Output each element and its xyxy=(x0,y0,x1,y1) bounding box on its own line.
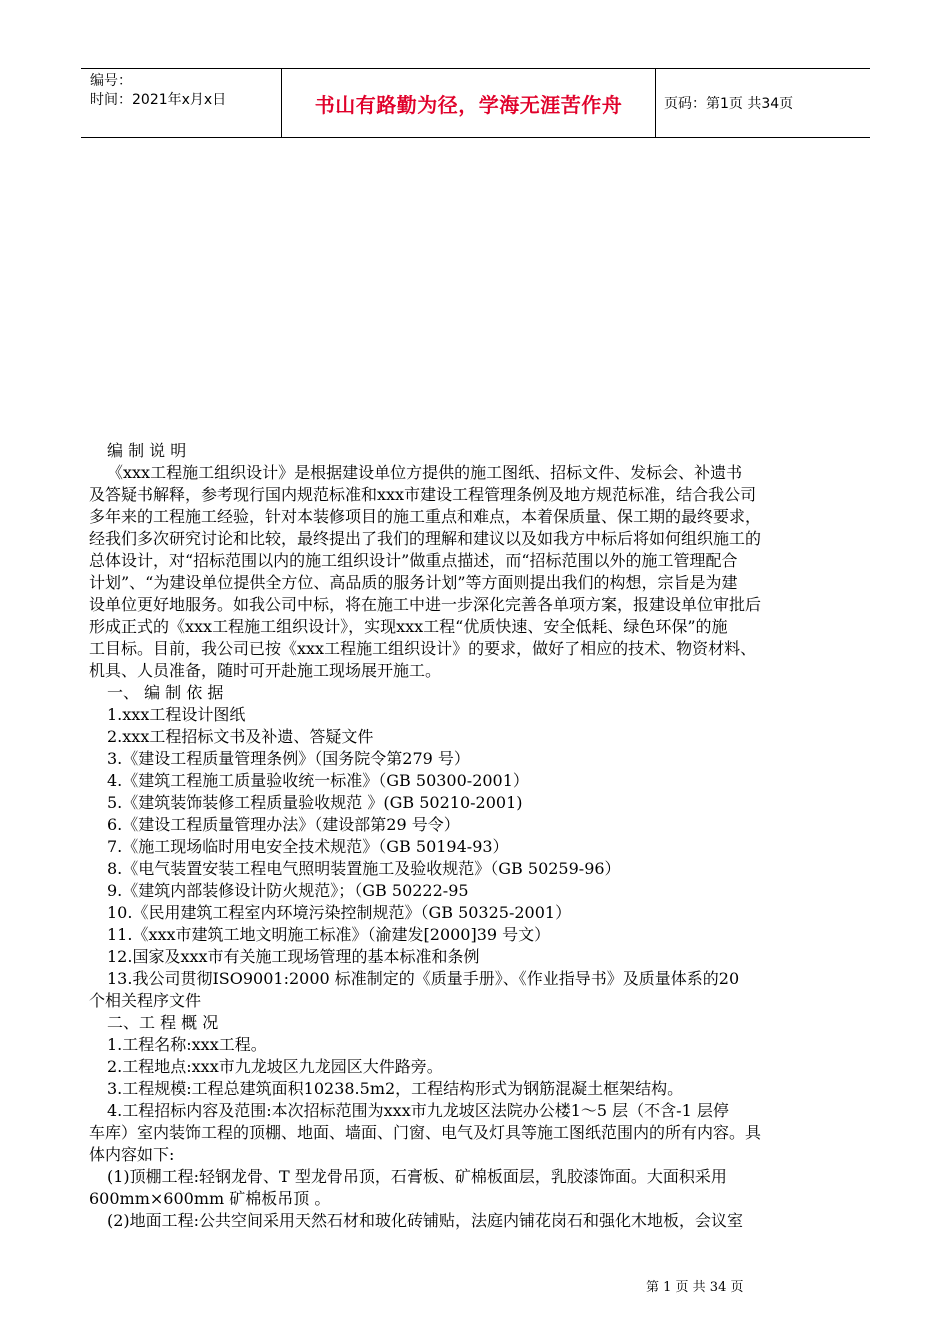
paragraph-line: 总体设计，对“招标范围以内的施工组织设计”做重点描述，而“招标范围以外的施工管理配合 xyxy=(89,551,738,570)
list-item: 8.《电气装置安装工程电气照明装置施工及验收规范》（GB 50259-96） xyxy=(107,859,621,878)
list-item: 11.《xxx市建筑工地文明施工标准》（渝建发[2000]39 号文） xyxy=(107,925,551,944)
paragraph-line: 车库）室内装饰工程的顶棚、地面、墙面、门窗、电气及灯具等施工图纸范围内的所有内容。具 xyxy=(89,1123,762,1142)
paragraph-line: 经我们多次研究讨论和比较，最终提出了我们的理解和建议以及如我方中标后将如何组织施工的 xyxy=(89,529,762,548)
paragraph-line: 设单位更好地服务。如我公司中标，将在施工中进一步深化完善各单项方案，报建设单位审批后 xyxy=(89,595,762,614)
list-item: 3.工程规模:工程总建筑面积10238.5m2，工程结构形式为钢筋混凝土框架结构。 xyxy=(107,1079,684,1098)
header-motto: 书山有路勤为径，学海无涯苦作舟 xyxy=(282,69,656,137)
paragraph-line: 及答疑书解释，参考现行国内规范标准和xxx市建设工程管理条例及地方规范标准，结合我公司 xyxy=(89,485,757,504)
list-item: (2)地面工程:公共空间采用天然石材和玻化砖铺贴，法庭内铺花岗石和强化木地板，会议室 xyxy=(107,1211,744,1230)
paragraph-line: 《xxx工程施工组织设计》是根据建设单位方提供的施工图纸、招标文件、发标会、补遗书 xyxy=(107,463,743,482)
list-item: 2.xxx工程招标文书及补遗、答疑文件 xyxy=(107,727,374,746)
paragraph-line: 计划”、“为建设单位提供全方位、高品质的服务计划”等方面则提出我们的构想，宗旨是为建 xyxy=(89,573,738,592)
list-item: 5.《建筑装饰装修工程质量验收规范 》(GB 50210-2001) xyxy=(107,793,523,812)
paragraph-line: 600mm×600mm 矿棉板吊顶 。 xyxy=(89,1189,331,1208)
list-item: (1)顶棚工程:轻钢龙骨、T 型龙骨吊顶，石膏板、矿棉板面层，乳胶漆饰面。大面积采用 xyxy=(107,1167,727,1186)
list-item: 13.我公司贯彻ISO9001:2000 标准制定的《质量手册》、《作业指导书》及质量体系的20 xyxy=(107,969,740,988)
header-page-info: 页码：第1页 共34页 xyxy=(664,96,794,112)
paragraph-line: 机具、人员准备，随时可开赴施工现场展开施工。 xyxy=(89,661,442,680)
list-item: 3.《建设工程质量管理条例》（国务院令第279 号） xyxy=(107,749,470,768)
list-item: 7.《施工现场临时用电安全技术规范》（GB 50194-93） xyxy=(107,837,509,856)
list-item: 6.《建设工程质量管理办法》（建设部第29 号令） xyxy=(107,815,460,834)
list-item: 10.《民用建筑工程室内环境污染控制规范》（GB 50325-2001） xyxy=(107,903,572,922)
paragraph-line: 体内容如下: xyxy=(89,1145,175,1164)
section-heading: 一、 编 制 依 据 xyxy=(107,683,224,702)
section-title-preface: 编 制 说 明 xyxy=(107,441,187,460)
list-item: 1.xxx工程设计图纸 xyxy=(107,705,246,724)
list-item: 9.《建筑内部装修设计防火规范》；（GB 50222-95 xyxy=(107,881,469,900)
page-footer: 第 1 页 共 34 页 xyxy=(646,1280,744,1295)
paragraph-line: 多年来的工程施工经验，针对本装修项目的施工重点和难点，本着保质量、保工期的最终要求， xyxy=(89,507,762,526)
list-item: 2.工程地点:xxx市九龙坡区九龙园区大件路旁。 xyxy=(107,1057,443,1076)
paragraph-line: 工目标。目前，我公司已按《xxx工程施工组织设计》的要求，做好了相应的技术、物资材料、 xyxy=(89,639,757,658)
list-item: 4.工程招标内容及范围:本次招标范围为xxx市九龙坡区法院办公楼1～5 层（不含-1 层停 xyxy=(107,1101,729,1120)
list-item: 12.国家及xxx市有关施工现场管理的基本标准和条例 xyxy=(107,947,480,966)
list-item: 4.《建筑工程施工质量验收统一标准》（GB 50300-2001） xyxy=(107,771,529,790)
section-heading: 二、工 程 概 况 xyxy=(107,1013,219,1032)
list-item: 1.工程名称:xxx工程。 xyxy=(107,1035,267,1054)
document-number-label: 编号： xyxy=(90,73,132,89)
document-date: 时间：2021年x月x日 xyxy=(90,92,227,108)
list-item-continuation: 个相关程序文件 xyxy=(89,991,202,1010)
paragraph-line: 形成正式的《xxx工程施工组织设计》，实现xxx工程“优质快速、安全低耗、绿色环保”的施 xyxy=(89,617,728,636)
